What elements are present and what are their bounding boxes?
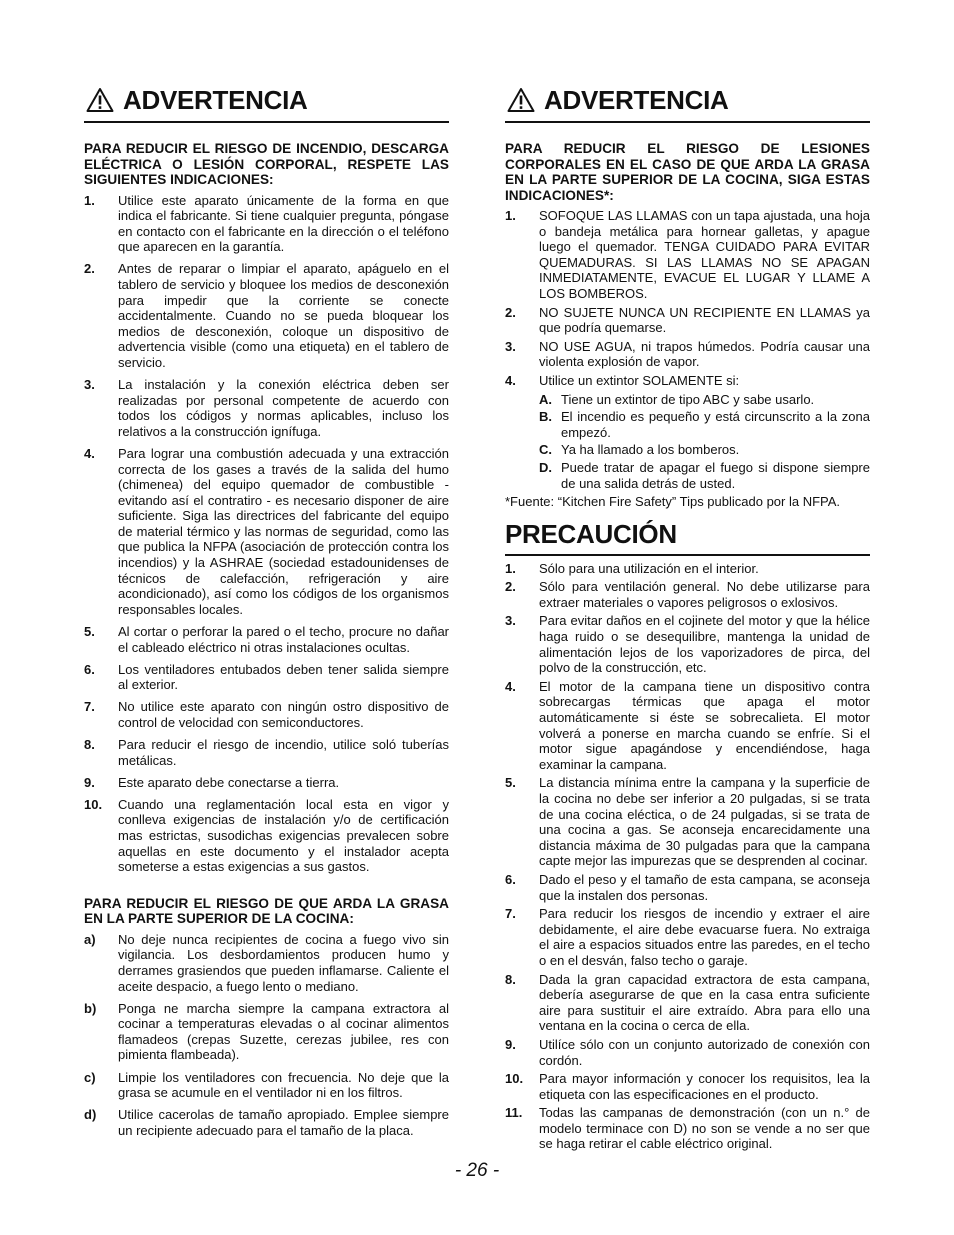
- warning-triangle-icon: [507, 87, 535, 113]
- caution-list: [505, 561, 870, 1152]
- list-item: [539, 460, 870, 491]
- item-number: b): [84, 1000, 97, 1016]
- item-text: Tiene un extintor de tipo ABC y sabe usarlo.: [561, 391, 815, 407]
- warning-heading: [84, 82, 449, 123]
- list-item: [505, 872, 870, 903]
- list-item: [539, 392, 870, 408]
- item-text: Antes de reparar o limpiar el aparato, apáguelo en el tablero de servicio y bloquee los medios de desconexión para impedir que la corriente se conecte accidentalmente. Cuando no se pueda bloquear los medios de desconexión, coloque un dispositivo de advertencia visible (como una etiqueta) en el tablero de servicio.: [118, 261, 449, 370]
- list-item: [505, 339, 870, 370]
- item-number: D.: [539, 459, 552, 475]
- item-number: d): [84, 1107, 97, 1123]
- fire-safety-list: [505, 208, 870, 389]
- item-number: 10.: [505, 1071, 524, 1087]
- item-text: Utilice un extintor SOLAMENTE si:: [539, 372, 740, 388]
- list-item: [84, 1001, 449, 1063]
- list-item: [84, 193, 449, 255]
- item-number: 10.: [84, 796, 103, 812]
- list-item: [539, 409, 870, 440]
- item-text: NO SUJETE NUNCA UN RECIPIENTE EN LLAMAS ya que podría quemarse.: [539, 304, 870, 336]
- warning-list: [84, 193, 449, 875]
- item-text: Sólo para una utilización en el interior.: [539, 560, 759, 576]
- list-item: [505, 1037, 870, 1068]
- list-item: [84, 446, 449, 618]
- item-text: Este aparato debe conectarse a tierra.: [118, 774, 340, 790]
- item-number: 7.: [84, 699, 95, 715]
- list-item: [505, 906, 870, 968]
- item-text: Dado el peso y el tamaño de esta campana, se aconseja que la instalen dos personas.: [539, 871, 870, 903]
- item-number: B.: [539, 409, 552, 425]
- list-item: [84, 699, 449, 730]
- item-text: La distancia mínima entre la campana y la superficie de la cocina no debe ser inferior a 20 pulgadas, si se trata de una cocina eléctica, o de 24 pulgadas, si se trata de una cocina a gas. Se aconseja encarecidamente una distancia máxima de 30 pulgadas para que la campana capte mejor las impurezas que se desprenden al cocinar.: [539, 775, 870, 869]
- list-item: [505, 208, 870, 302]
- item-number: 5.: [505, 775, 516, 791]
- item-text: Los ventiladores entubados deben tener salida siempre al exterior.: [118, 661, 449, 693]
- item-text: Limpie los ventiladores con frecuencia. No deje que la grasa se acumule en el ventilador ni en los filtros.: [118, 1069, 449, 1101]
- right-column: [505, 82, 870, 1152]
- item-text: Dada la gran capacidad extractora de esta campana, debería asegurarse de que en la casa entra suficiente aire para sustituir el aire extraído. Abra para ello una ventana en la cocina o cerca de ella.: [539, 971, 870, 1034]
- item-number: A.: [539, 391, 552, 407]
- item-number: 2.: [505, 579, 516, 595]
- item-text: Para evitar daños en el cojinete del motor y que la hélice haga ruido o se desequilibre, mantenga la unidad de alimentación lejos de los vaporizadores de pirca, del polvo de la construcción, etc.: [539, 613, 870, 676]
- item-number: 1.: [505, 560, 516, 576]
- item-text: Utilice cacerolas de tamaño apropiado. Emplee siempre un recipiente adecuado para el tamaño de la placa.: [118, 1107, 449, 1138]
- item-number: 8.: [505, 971, 516, 987]
- item-text: Para reducir los riesgos de incendio y extraer el aire debidamente, el aire debe evacuarse fuera. No extraiga el aire a espacios situados entre las paredes, en el techo o en el desván, falso techo o garaje.: [539, 906, 870, 968]
- item-number: 9.: [505, 1036, 516, 1052]
- list-item: [84, 377, 449, 439]
- item-number: 6.: [84, 661, 95, 677]
- item-number: 11.: [505, 1105, 523, 1121]
- item-number: 9.: [84, 774, 95, 790]
- item-text: Ponga ne marcha siempre la campana extractora al cocinar a temperaturas elevadas o al cocinar alimentos flamadeos (crepas Suzette, cerezas jubilee, res con pimienta flambeada).: [118, 1000, 449, 1063]
- list-item: [539, 442, 870, 458]
- item-text: Utilíce sólo con un conjunto autorizado de conexión con cordón.: [539, 1036, 870, 1068]
- item-text: No deje nunca recipientes de cocina a fuego vivo sin vigilancia. Los desbordamientos producen humo y derrames grasiendos que pueden inflamarse. Caliente el aceite despacio, a fuego lento o mediano.: [118, 931, 449, 994]
- item-text: Utilice este aparato únicamente de la forma en que indica el fabricante. Si tiene cualquier pregunta, póngase en contacto con el fabricante en la dirección o el teléfono que aparecen en la garantía.: [118, 192, 449, 255]
- item-number: 4.: [505, 678, 516, 694]
- warning-triangle-icon: [86, 87, 114, 113]
- list-item: [505, 613, 870, 675]
- list-item: [505, 305, 870, 336]
- item-text: Sólo para ventilación general. No debe utilizarse para extraer materiales o vapores peligrosos o exlosivos.: [539, 579, 870, 610]
- item-text: Para lograr una combustión adecuada y una extracción correcta de los gases a través de la salida del humo (chimenea) del equipo quemador de combustible - evitando así el contratiro - es necesario disponer de aire suficiente. Siga las directrices del fabricante del equipo de material térmico y las normas de seguridad, como las que publica la NFPA (asociación de protección contra los incendios) y la ASHRAE (sociedad estadounidenses de técnicos de calefacción, refrigeración y aire acondicionado), así como los códigos de los organismos responsables locales.: [118, 445, 449, 617]
- item-text: Todas las campanas de demonstración (con un n.° de modelo terminace con D) no son se vende a no ser que se haga retirar el cable eléctrico original.: [539, 1105, 870, 1152]
- item-text: No utilice este aparato con ningún ostro dispositivo de control de velocidad con semiconductores.: [118, 699, 449, 730]
- item-number: 3.: [505, 338, 516, 354]
- item-number: 5.: [84, 623, 95, 639]
- item-number: 7.: [505, 906, 516, 922]
- list-item: [84, 261, 449, 370]
- warning-title: ADVERTENCIA: [544, 84, 729, 115]
- item-number: C.: [539, 442, 552, 458]
- section-heading: PARA REDUCIR EL RIESGO DE QUE ARDA LA GRASA EN LA PARTE SUPERIOR DE LA COCINA:: [84, 895, 449, 927]
- item-text: NO USE AGUA, ni trapos húmedos. Podría causar una violenta explosión de vapor.: [539, 338, 870, 370]
- item-text: El motor de la campana tiene un dispositivo contra sobrecargas térmicas que apaga el motor automáticamente si éste se sobrecalieta. El motor volverá a ponerse en marcha cuando se enfríe. Si el motor sigue apagándose y encendiéndose, haga examinar la campana.: [539, 678, 870, 772]
- extinguisher-conditions-list: [505, 392, 870, 492]
- page-number: - 26 -: [454, 1160, 500, 1181]
- item-number: 2.: [505, 304, 516, 320]
- list-item: [505, 561, 870, 577]
- item-text: SOFOQUE LAS LLAMAS con un tapa ajustada, una hoja o bandeja metálica para hornear galletas, y apague luego el quemador. TENGA CUIDADO PARA EVITAR QUEMADURAS. SI LAS LLAMAS NO SE APAGAN INMEDIATAMENTE, EVACUE EL LUGAR Y LLAME A LOS BOMBEROS.: [539, 208, 870, 301]
- list-item: [84, 662, 449, 693]
- warning-heading: [505, 82, 870, 123]
- left-column: [84, 82, 449, 1138]
- item-number: 4.: [84, 445, 95, 461]
- item-number: c): [84, 1069, 96, 1085]
- item-text: Para mayor información y conocer los requisitos, lea la etiqueta con las especificaciones en el producto.: [539, 1071, 870, 1102]
- item-number: 1.: [84, 192, 95, 208]
- item-text: Para reducir el riesgo de incendio, utilice soló tuberías metálicas.: [118, 737, 449, 768]
- list-item: [84, 737, 449, 768]
- list-item: [84, 1070, 449, 1101]
- list-item: [505, 679, 870, 773]
- item-number: 3.: [505, 613, 516, 629]
- footnote: *Fuente: “Kitchen Fire Safety” Tips publicado por la NFPA.: [505, 494, 841, 510]
- section-heading: PARA REDUCIR EL RIESGO DE LESIONES CORPORALES EN EL CASO DE QUE ARDA LA GRASA EN LA PARTE SUPERIOR DE LA COCINA, SIGA ESTAS INDICACIONES*:: [505, 141, 870, 203]
- item-number: 8.: [84, 737, 95, 752]
- item-number: 2.: [84, 261, 95, 277]
- list-item: [84, 775, 449, 791]
- item-text: Al cortar o perforar la pared o el techo, procure no dañar el cableado eléctrico ni otras instalaciones ocultas.: [118, 623, 449, 655]
- warning-title: ADVERTENCIA: [123, 84, 308, 115]
- list-item: [505, 972, 870, 1034]
- item-text: El incendio es pequeño y está circunscrito a la zona empezó.: [561, 409, 870, 440]
- list-item: [84, 797, 449, 875]
- item-text: La instalación y la conexión eléctrica deben ser realizadas por personal competente de acuerdo con todos los códigos y normas aplicables, incluso los relativos a la construcción ignífuga.: [118, 377, 449, 439]
- list-item: [505, 1071, 870, 1102]
- item-number: 1.: [505, 208, 516, 223]
- list-item: [84, 932, 449, 994]
- list-item: [84, 624, 449, 655]
- item-number: 6.: [505, 871, 516, 887]
- list-item: [505, 579, 870, 610]
- item-text: Ya ha llamado a los bomberos.: [561, 442, 740, 458]
- item-text: Cuando una reglamentación local esta en vigor y conlleva exigencias de instalación y/o de certificación mas estrictas, susodichas exigencias prevalecen sobre aquellas en este documento y el instalador acepta someterse a estas exigencias a sus gastos.: [118, 796, 449, 875]
- item-text: Puede tratar de apagar el fuego si dispone siempre de una salida detrás de usted.: [561, 459, 870, 491]
- item-number: 4.: [505, 372, 516, 388]
- item-number: 3.: [84, 377, 95, 393]
- list-item: [84, 1107, 449, 1138]
- caution-title: PRECAUCIÓN: [505, 519, 870, 556]
- list-item: [505, 1105, 870, 1152]
- section-heading: PARA REDUCIR EL RIESGO DE INCENDIO, DESCARGA ELÉCTRICA O LESIÓN CORPORAL, RESPETE LAS SIGUIENTES INDICACIONES:: [84, 141, 449, 187]
- grease-fire-list: [84, 932, 449, 1139]
- item-number: a): [84, 931, 96, 947]
- list-item: [505, 775, 870, 869]
- list-item: [505, 373, 870, 389]
